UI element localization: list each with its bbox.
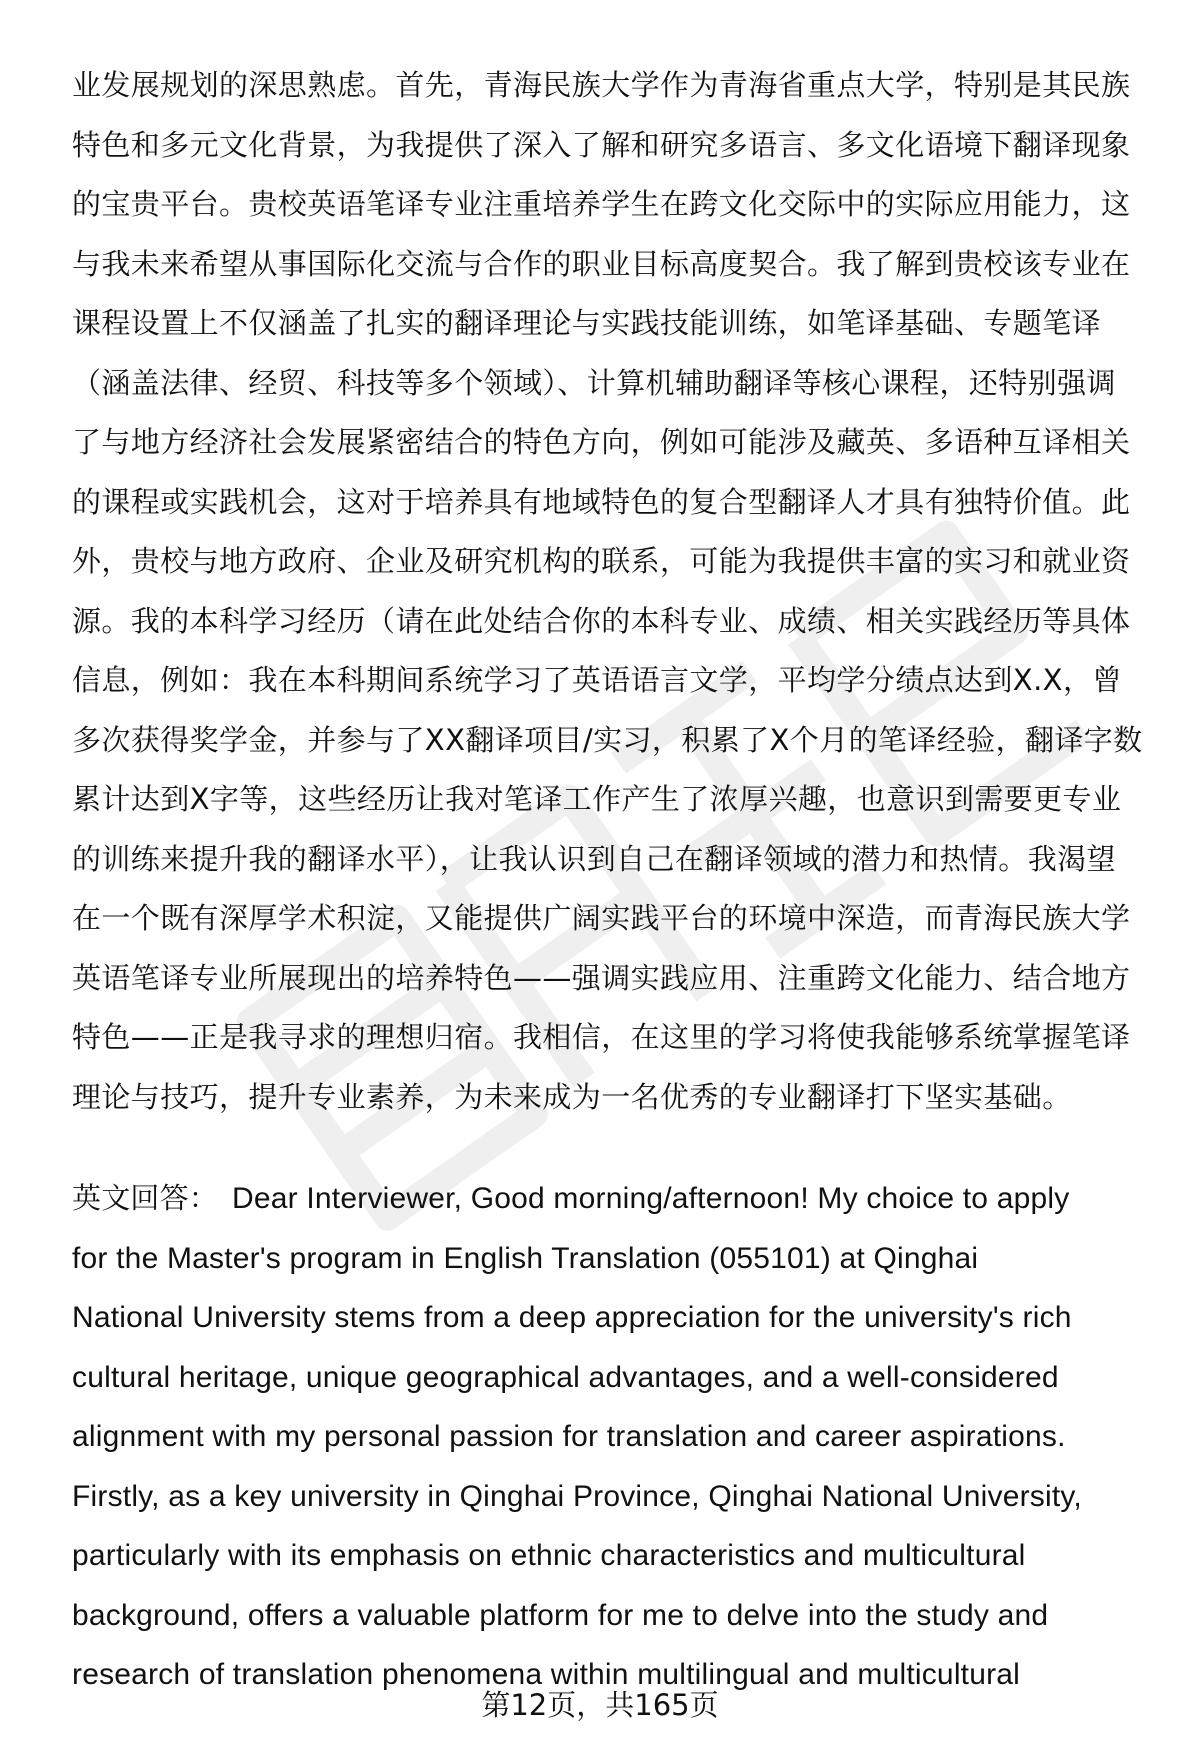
text-line: 特色——正是我寻求的理想归宿。我相信，在这里的学习将使我能够系统掌握笔译 [72,1020,1131,1054]
text-line: 英语笔译专业所展现出的培养特色——强调实践应用、注重跨文化能力、结合地方 [72,960,1131,995]
text-line: 在一个既有深厚学术积淀，又能提供广阔实践平台的环境中深造，而青海民族大学 [72,901,1131,935]
text-line: 外，贵校与地方政府、企业及研究机构的联系，可能为我提供丰富的实习和就业资 [72,544,1131,578]
text-line: 与我未来希望从事国际化交流与合作的职业目标高度契合。我了解到贵校该专业在 [72,246,1131,281]
text-line: 的课程或实践机会，这对于培养具有地域特色的复合型翻译人才具有独特价值。此 [72,484,1131,519]
document-content [72,56,1152,1705]
text-line: cultural heritage, unique geographical advantages, and a well-considered [72,1360,1059,1394]
text-line-content: Dear Interviewer, Good morning/afternoon! My choice to apply [232,1182,1070,1215]
english-answer-paragraph [72,1169,1152,1705]
chinese-answer-paragraph [72,56,1152,1127]
page-number-footer: 第12页，共165页 [481,1688,719,1722]
text-line: 理论与技巧，提升专业素养，为未来成为一名优秀的专业翻译打下坚实基础。 [72,1079,1072,1114]
text-line: background, offers a valuable platform for me to delve into the study and [72,1598,1049,1632]
text-line: 多次获得奖学金，并参与了XX翻译项目/实习，积累了X个月的笔译经验，翻译字数 [72,722,1143,757]
text-line [72,1169,1152,1229]
text-line: National University stems from a deep appreciation for the university's rich [72,1301,1072,1334]
english-answer-label: 英文回答： [72,1181,219,1215]
text-line: 信息，例如：我在本科期间系统学习了英语语言文学，平均学分绩点达到X.X，曾 [72,663,1122,697]
text-line: （涵盖法律、经贸、科技等多个领域）、计算机辅助翻译等核心课程，还特别强调 [72,365,1116,400]
text-line: 课程设置上不仅涵盖了扎实的翻译理论与实践技能训练，如笔译基础、专题笔译 [72,306,1102,340]
text-line: 累计达到X字等，这些经历让我对笔译工作产生了浓厚兴趣，也意识到需要更专业 [72,782,1122,816]
text-line: alignment with my personal passion for translation and career aspirations. [72,1420,1066,1453]
text-line: 了与地方经济社会发展紧密结合的特色方向，例如可能涉及藏英、多语种互译相关 [72,425,1131,459]
text-line: research of translation phenomena within multilingual and multicultural [72,1658,1021,1691]
text-line: 的训练来提升我的翻译水平），让我认识到自己在翻译领域的潜力和热情。我渴望 [72,841,1116,876]
text-line: 特色和多元文化背景，为我提供了深入了解和研究多语言、多文化语境下翻译现象 [72,127,1131,162]
text-line: Firstly, as a key university in Qinghai Province, Qinghai National University, [72,1479,1082,1513]
text-line: for the Master's program in English Translation (055101) at Qinghai [72,1241,979,1275]
text-line: 的宝贵平台。贵校英语笔译专业注重培养学生在跨文化交际中的实际应用能力，这 [72,187,1131,221]
text-line: 源。我的本科学习经历（请在此处结合你的本科专业、成绩、相关实践经历等具体 [72,603,1131,638]
text-line: particularly with its emphasis on ethnic characteristics and multicultural [72,1539,1026,1572]
text-line: 业发展规划的深思熟虑。首先，青海民族大学作为青海省重点大学，特别是其民族 [72,68,1131,102]
